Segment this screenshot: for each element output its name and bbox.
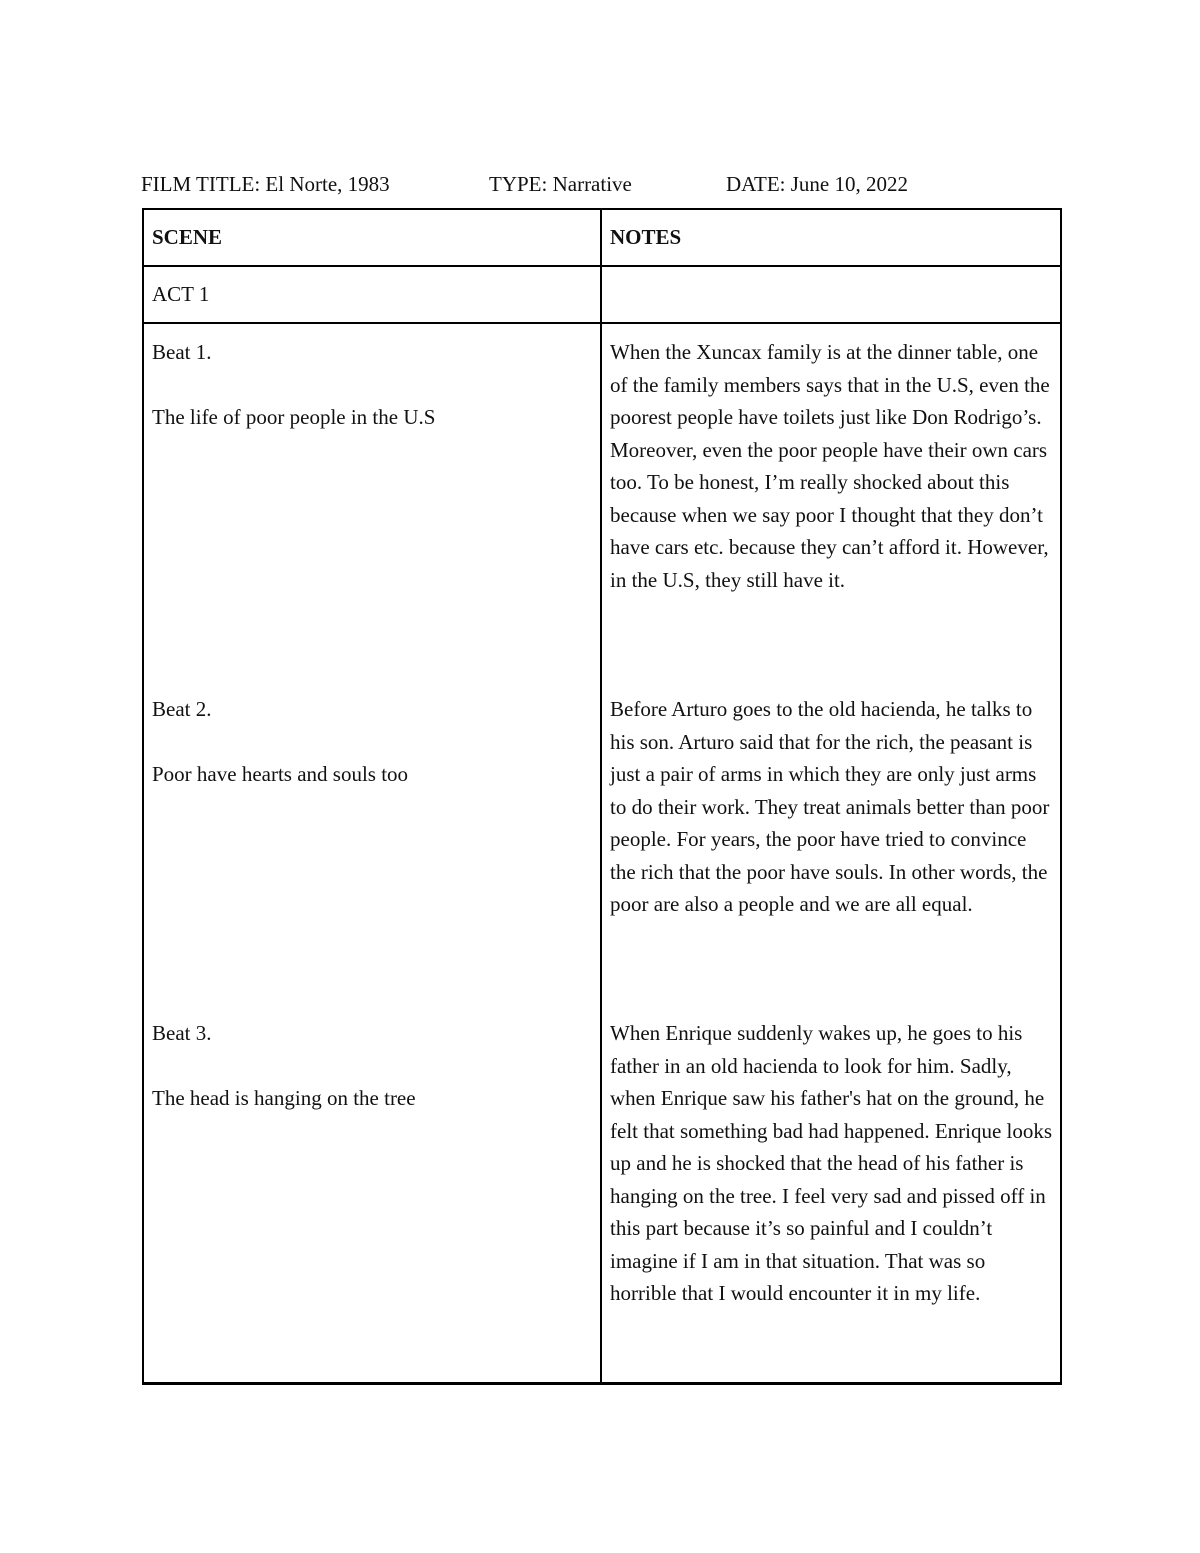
beat-3-notes: When Enrique suddenly wakes up, he goes to his father in an old hacienda to look for him. Sadly, when Enrique saw his father's hat on the ground, he felt that something bad had happened. Enrique looks up and he is shocked that the head of his father is hanging on the tree. I feel very sad and pissed off in this part because it’s so painful and I couldn’t imagine if I am in that situation. That was so horrible that I would encounter it in my life.: [610, 1021, 1053, 1305]
document-header: [141, 172, 1061, 202]
beats-row: [143, 323, 1061, 1384]
notes-cell: [601, 323, 1061, 1384]
scene-cell: [143, 323, 601, 1384]
notes-column-header: NOTES: [601, 209, 1061, 266]
act-notes-cell: [601, 266, 1061, 323]
beat-1-description: The life of poor people in the U.S: [152, 405, 436, 429]
act-label-cell: ACT 1: [143, 266, 601, 323]
act-row: [143, 266, 1061, 323]
beat-2-description: Poor have hearts and souls too: [152, 762, 409, 786]
beat-3-description: The head is hanging on the tree: [152, 1086, 416, 1110]
beat-2-scene: [152, 693, 594, 791]
beat-1-notes: When the Xuncax family is at the dinner table, one of the family members says that in the U.S, even the poorest people have toilets just like Don Rodrigo’s. Moreover, even the poor people have their own cars too. To be honest, I’m really shocked about this because when we say poor I thought that they don’t have cars etc. because they can’t afford it. However, in the U.S, they still have it.: [610, 340, 1050, 592]
beat-1-title: Beat 1.: [152, 340, 212, 364]
beat-3-scene: [152, 1017, 594, 1115]
beat-3-title: Beat 3.: [152, 1021, 212, 1045]
scene-notes-table: [142, 208, 1062, 1385]
beat-1-scene: [152, 336, 594, 434]
beat-2-title: Beat 2.: [152, 697, 212, 721]
table-header-row: [143, 209, 1061, 266]
beat-2-notes: Before Arturo goes to the old hacienda, he talks to his son. Arturo said that for the rich, the peasant is just a pair of arms in which they are only just arms to do their work. They treat animals better than poor people. For years, the poor have tried to convince the rich that the poor have souls. In other words, the poor are also a people and we are all equal.: [610, 697, 1050, 916]
film-title: FILM TITLE: El Norte, 1983: [141, 172, 390, 196]
film-date: DATE: June 10, 2022: [726, 172, 908, 196]
scene-column-header: SCENE: [143, 209, 601, 266]
film-type: TYPE: Narrative: [489, 172, 632, 196]
